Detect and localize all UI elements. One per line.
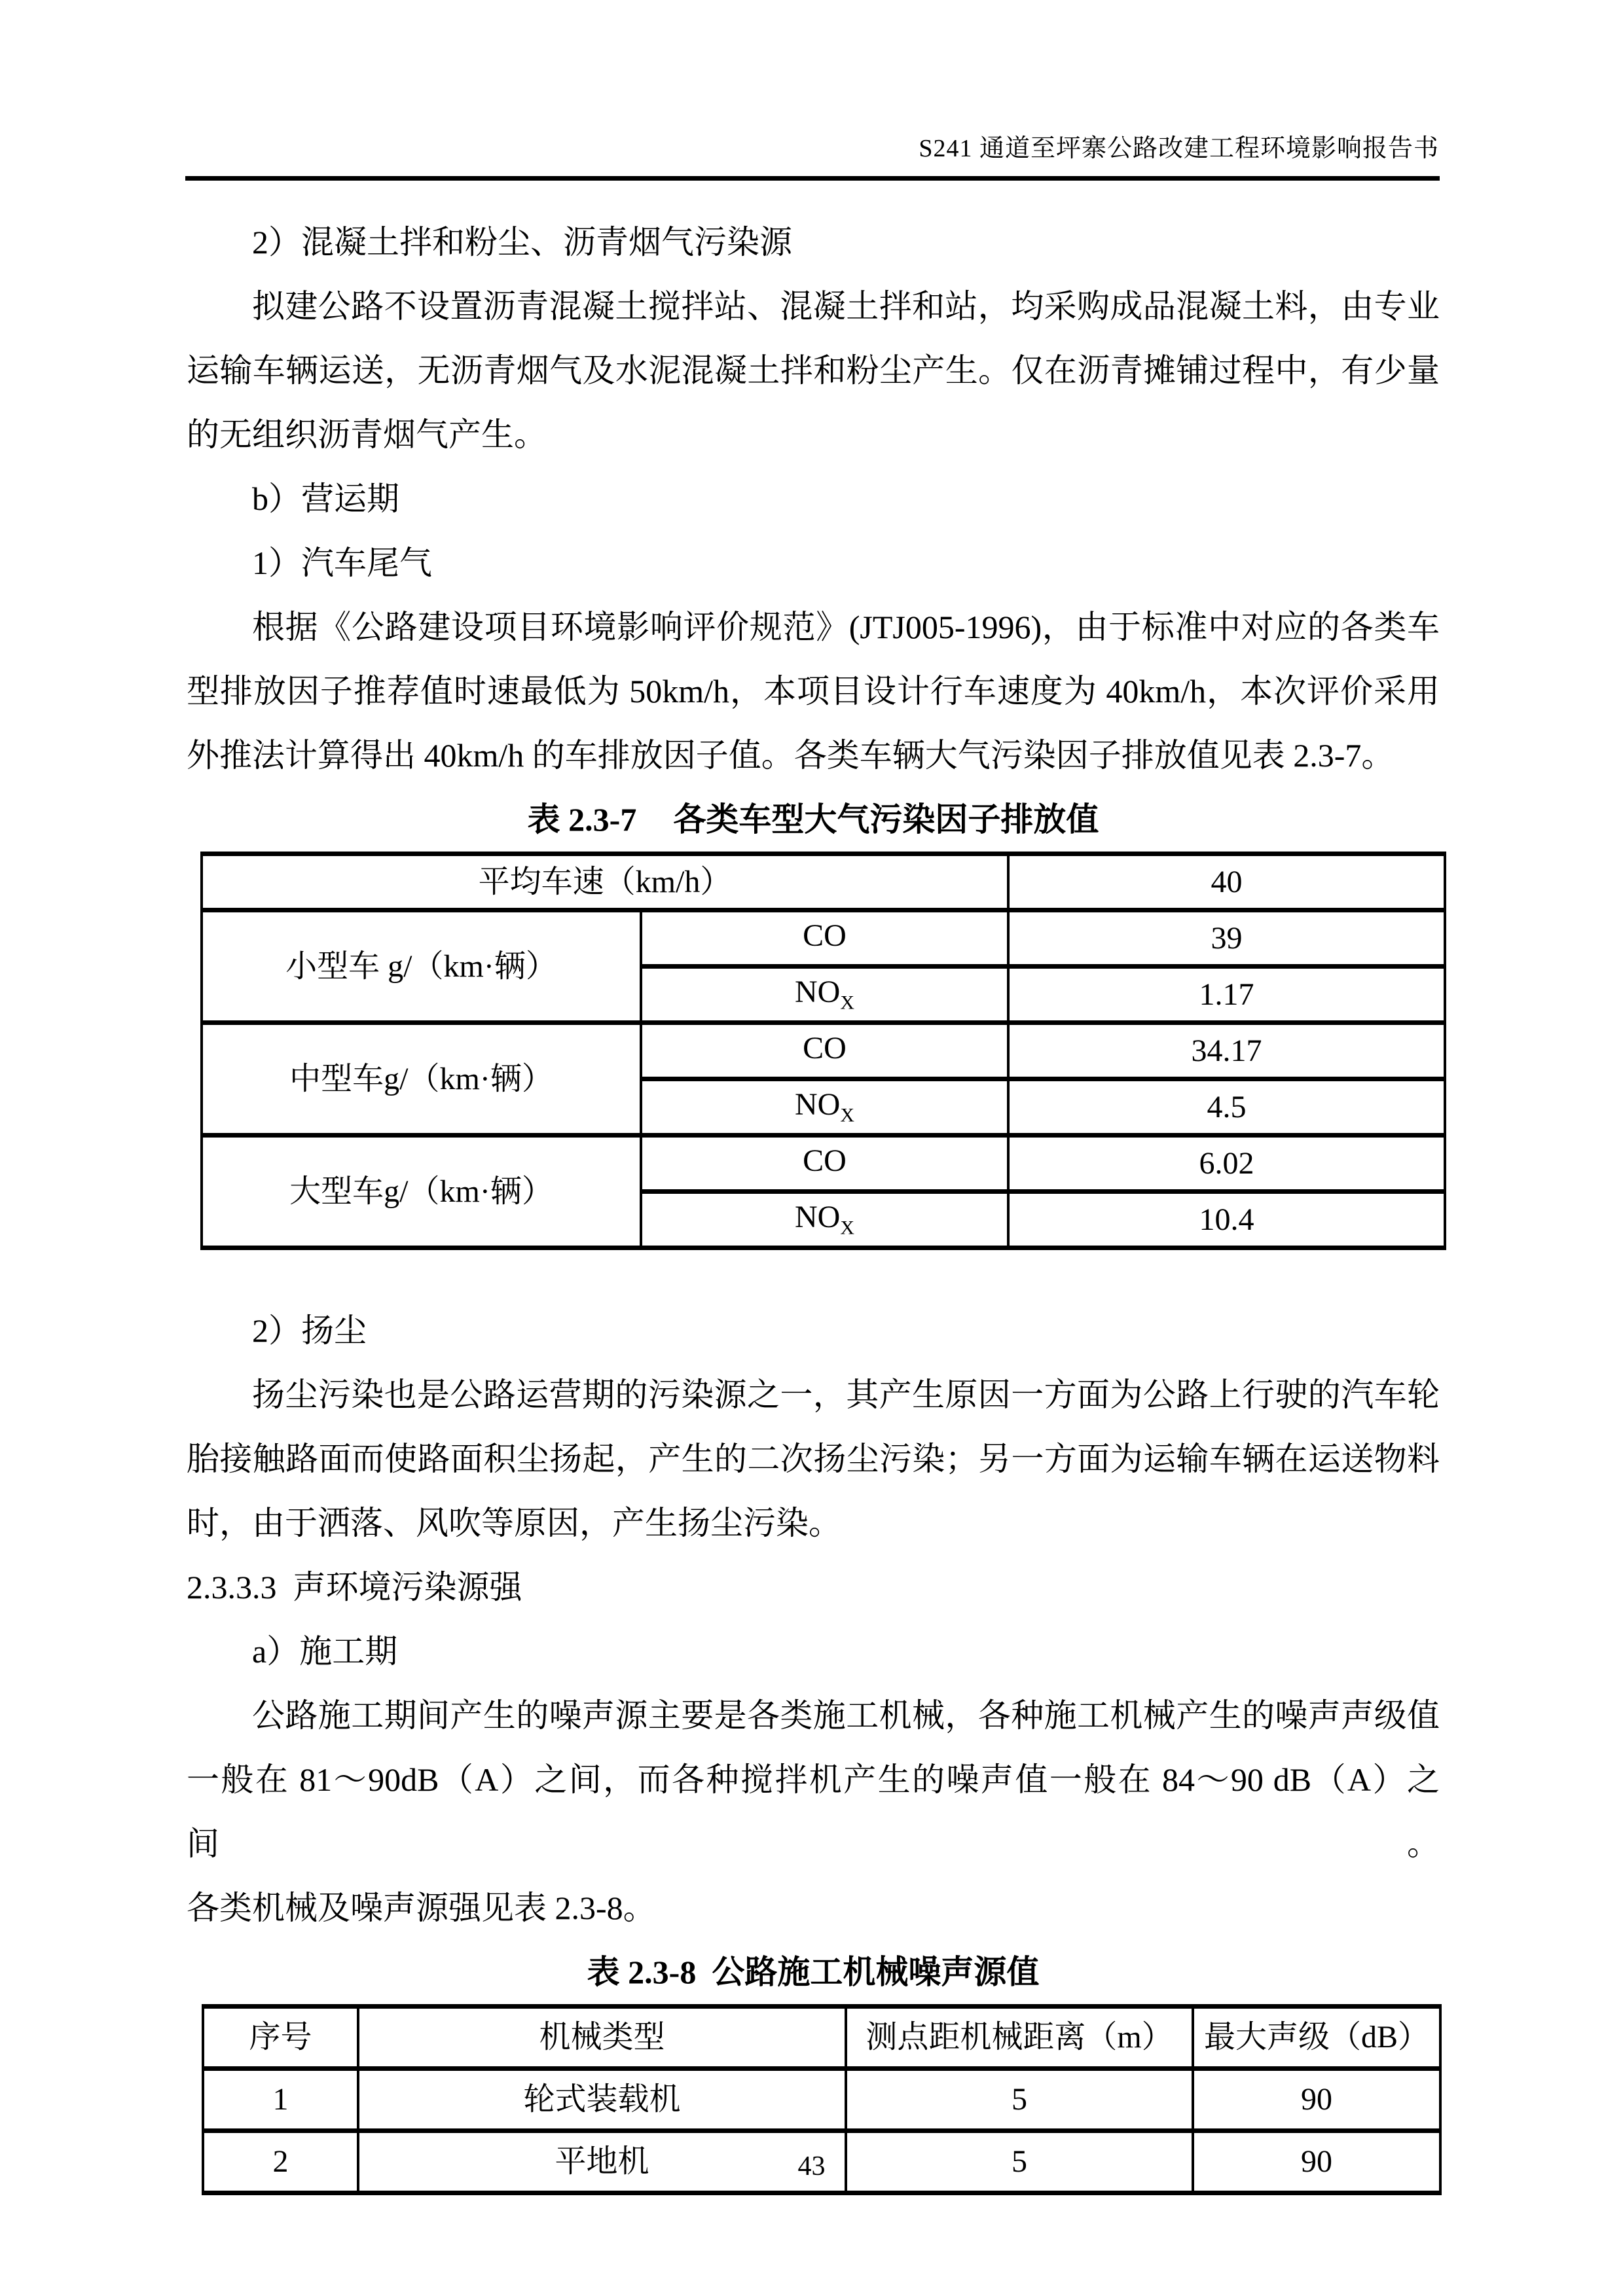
speed-value-cell: 40: [1008, 854, 1445, 910]
pollutant-name: CO: [803, 918, 847, 954]
table-row: [202, 1136, 1445, 1192]
para-dust-line-3: 时，由于洒落、风吹等原因，产生扬尘污染。: [187, 1505, 841, 1541]
machine-cell: 轮式装载机: [358, 2069, 846, 2131]
para-construction-noise-line-1: 公路施工期间产生的噪声源主要是各类施工机械，各种施工机械产生的噪声声级值: [252, 1697, 1440, 1734]
para-dust-line-1: 扬尘污染也是公路运营期的污染源之一，其产生原因一方面为公路上行驶的汽车轮: [252, 1376, 1440, 1413]
index-cell: 1: [203, 2069, 358, 2131]
header-cell-distance: 测点距机械距离（m）: [846, 2007, 1193, 2069]
pollutant-cell: [641, 1023, 1008, 1079]
para-vehicle-exhaust-line-2: 型排放因子推荐值时速最低为 50km/h，本项目设计行车速度为 40km/h，本次评价采用: [187, 673, 1440, 709]
para-vehicle-exhaust-line-1: 根据《公路建设项目环境影响评价规范》(JTJ005-1996)，由于标准中对应的各类车: [252, 609, 1440, 645]
machine-cell: 平地机: [358, 2131, 846, 2193]
table2-caption-text: 公路施工机械噪声源值: [712, 1954, 1040, 1990]
pollutant-cell: [641, 967, 1008, 1023]
para-concrete-dust-line-3: 的无组织沥青烟气产生。: [187, 416, 547, 453]
table1-caption-text: 各类车型大气污染因子排放值: [673, 801, 1099, 838]
value-cell: 1.17: [1008, 967, 1445, 1023]
page-number: 43: [797, 2151, 826, 2181]
table-row: [203, 2069, 1440, 2131]
header-title: S241 通道至坪寨公路改建工程环境影响报告书: [919, 135, 1439, 162]
para-construction-noise-line-3: 各类机械及噪声源强见表 2.3-8。: [187, 1890, 656, 1926]
pollutant-name: NO: [795, 1200, 841, 1235]
value-cell: 4.5: [1008, 1079, 1445, 1136]
vehicle-medium-cell: 中型车g/（km·辆）: [202, 1023, 641, 1136]
value-cell: 39: [1008, 910, 1445, 967]
value-cell: 10.4: [1008, 1192, 1445, 1248]
level-cell: 90: [1193, 2131, 1440, 2193]
para-concrete-dust-line-2: 运输车辆运送，无沥青烟气及水泥混凝土拌和粉尘产生。仅在沥青摊铺过程中，有少量: [187, 352, 1440, 389]
heading-dust: 2）扬尘: [252, 1312, 367, 1349]
level-cell: 90: [1193, 2069, 1440, 2131]
distance-cell: 5: [846, 2131, 1193, 2193]
pollutant-subscript: X: [840, 1105, 854, 1127]
pollutant-cell: [641, 910, 1008, 967]
index-cell: 2: [203, 2131, 358, 2193]
header-cell-index: 序号: [203, 2007, 358, 2069]
pollutant-name: CO: [803, 1143, 847, 1179]
para-concrete-dust-line-1: 拟建公路不设置沥青混凝土搅拌站、混凝土拌和站，均采购成品混凝土料，由专业: [252, 288, 1440, 325]
table-header-row: [203, 2007, 1440, 2069]
table-row: [202, 1023, 1445, 1079]
pollutant-cell: [641, 1136, 1008, 1192]
pollutant-name: CO: [803, 1031, 847, 1066]
value-cell: 34.17: [1008, 1023, 1445, 1079]
table1-caption: [187, 787, 1440, 852]
pollutant-name: NO: [795, 1087, 841, 1122]
header-rule: [185, 176, 1440, 181]
header-cell-machine-type: 机械类型: [358, 2007, 846, 2069]
para-vehicle-exhaust-line-3: 外推法计算得出 40km/h 的车排放因子值。各类车辆大气污染因子排放值见表 2.3-7。: [187, 737, 1395, 774]
table1-caption-label: 表 2.3-7: [527, 801, 637, 838]
page-content: [187, 210, 1440, 2195]
table2-caption-label: 表 2.3-8: [587, 1954, 697, 1990]
pollutant-cell: [641, 1079, 1008, 1136]
heading-noise-source-section: 2.3.3.3 声环境污染源强: [187, 1569, 522, 1605]
heading-vehicle-exhaust: 1）汽车尾气: [252, 545, 432, 581]
table-row: [202, 854, 1445, 910]
vehicle-small-cell: 小型车 g/（km·辆）: [202, 910, 641, 1023]
vehicle-large-cell: 大型车g/（km·辆）: [202, 1136, 641, 1248]
heading-operation-period: b）营运期: [252, 480, 399, 517]
pollutant-subscript: X: [840, 992, 854, 1014]
table-row: [202, 910, 1445, 967]
heading-construction-period: a）施工期: [252, 1633, 398, 1670]
emission-factors-table: [200, 852, 1446, 1250]
table2-caption: [187, 1940, 1440, 2004]
para-dust-line-2: 胎接触路面而使路面积尘扬起，产生的二次扬尘污染；另一方面为运输车辆在运送物料: [187, 1441, 1440, 1477]
heading-concrete-dust-source: 2）混凝土拌和粉尘、沥青烟气污染源: [252, 224, 792, 260]
para-construction-noise-line-2: 一般在 81～90dB（A）之间，而各种搅拌机产生的噪声值一般在 84～90 dB（A）之间。: [187, 1761, 1440, 1862]
pollutant-name: NO: [795, 975, 841, 1010]
pollutant-cell: [641, 1192, 1008, 1248]
header-cell-max-level: 最大声级（dB）: [1193, 2007, 1440, 2069]
value-cell: 6.02: [1008, 1136, 1445, 1192]
speed-label-cell: 平均车速（km/h）: [202, 854, 1008, 910]
distance-cell: 5: [846, 2069, 1193, 2131]
pollutant-subscript: X: [840, 1217, 854, 1240]
